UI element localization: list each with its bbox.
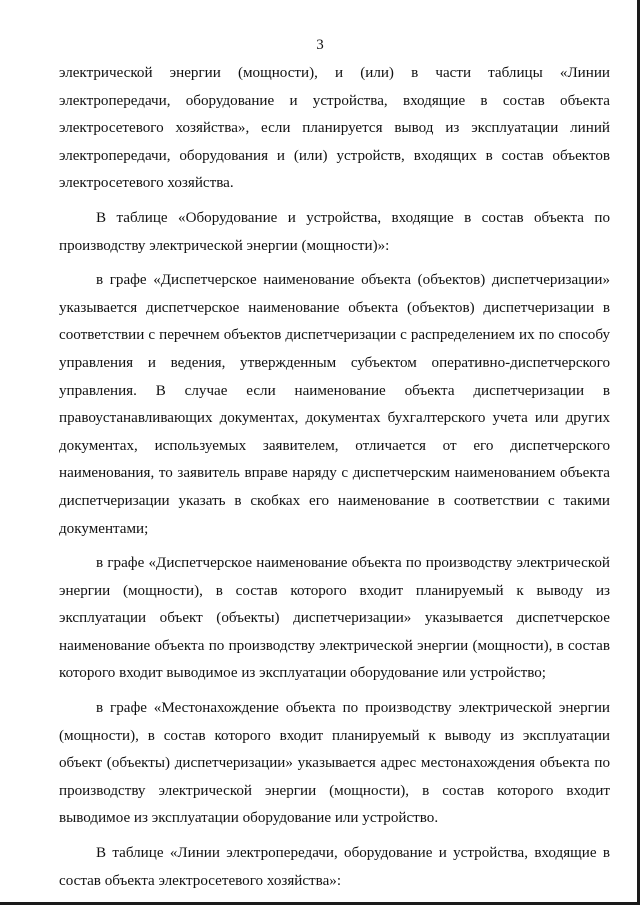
page-number: 3 — [316, 37, 324, 53]
paragraph-continued: электрической энергии (мощности), и (или) в части таблицы «Линии электропередачи, оборудование и устройства, входящие в состав объекта электросетевого хозяйства», если планируется вывод из эксплуатации линий электропередачи, оборудования и (или) устройств, входящих в состав объектов электросетевого хозяйства. — [59, 65, 610, 192]
document-body — [59, 60, 610, 902]
paragraph-location: в графе «Местонахождение объекта по производству электрической энергии (мощности), в состав которого входит планируемый к выводу из эксплуатации объект (объекты) диспетчеризации» указывается адрес местонахождения объекта по производству электрической энергии (мощности), в состав которого входит выводимое из эксплуатации оборудование или устройство. — [59, 700, 610, 827]
paragraph-dispatch-name-facility: в графе «Диспетчерское наименование объекта по производству электрической энергии (мощности), в состав которого входит планируемый к выводу из эксплуатации объект (объекты) диспетчеризации» указывается диспетчерское наименование объекта по производству электрической энергии (мощности), в состав которого входит выводимое из эксплуатации оборудование или устройство; — [59, 555, 610, 682]
paragraph-table-equipment-intro: В таблице «Оборудование и устройства, входящие в состав объекта по производству электрической энергии (мощности)»: — [59, 209, 610, 254]
paragraph-dispatch-name: в графе «Диспетчерское наименование объекта (объектов) диспетчеризации» указывается диспетчерское наименование объекта (объектов) диспетчеризации в соответствии с перечнем объектов диспетчеризации с распределением их по способу управления и ведения, утвержденным субъектом оперативно-диспетчерского управления. В случае если наименование объекта диспетчеризации в правоустанавливающих документах, документах бухгалтерского учета или других документах, используемых заявителем, отличается от его диспетчерского наименования, то заявитель вправе наряду с диспетчерским наименованием объекта диспетчеризации указать в скобках его наименование в соответствии с такими документами; — [59, 272, 610, 537]
paragraph-table-lines-intro: В таблице «Линии электропередачи, оборудование и устройства, входящие в состав объекта электросетевого хозяйства»: — [59, 845, 610, 889]
